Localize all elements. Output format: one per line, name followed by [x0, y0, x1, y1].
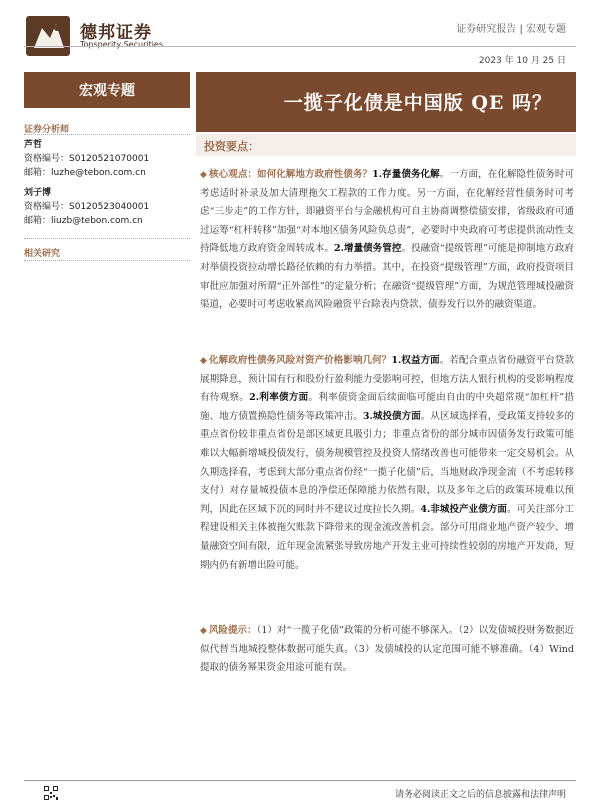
paragraph-text: 。可关注部分工程建设相关主体被拖欠账款下降带来的现金流改善机会。部分可用商业地产资产较少、增量融资空间有限，近年现金流紧张导致房地产开发主业可持续性较弱的房地产开发商，短期内仍有新增出险可能。: [200, 503, 574, 571]
analyst-card: [24, 138, 149, 180]
analyst-heading: 证券分析师: [24, 125, 70, 135]
bold-point: 1.存量债务化解: [372, 169, 440, 180]
analyst-name: 芦哲: [24, 140, 43, 150]
category-label: 宏观专题: [79, 83, 135, 99]
cert-number: S0120521070001: [69, 154, 150, 164]
email-label: 邮箱：: [24, 168, 52, 178]
diamond-bullet-icon: ◆: [200, 626, 207, 636]
report-date: 2023 年 10 月 25 日: [478, 56, 566, 66]
bold-point: 1.权益方面: [391, 355, 440, 366]
analyst-name: 刘子博: [24, 188, 52, 198]
paragraph-text: 。利率债资金面后续面临可能由自由的中央超常规“加杠杆”措施、地方债置换隐性债务等政策冲击。: [200, 392, 574, 422]
analyst-email-link[interactable]: luzhe@tebon.com.cn: [51, 168, 146, 178]
bold-point: 3.城投债方面: [362, 410, 421, 422]
section-heading: 投资要点：: [204, 140, 259, 153]
header-divider: [24, 46, 576, 47]
legal-disclaimer: 请务必阅读正文之后的信息披露和法律声明: [394, 790, 566, 800]
paragraph-lead: 化解政府性债务风险对资产价格影响几何？: [209, 355, 392, 366]
diamond-bullet-icon: ◆: [200, 170, 208, 180]
title-band: [196, 72, 576, 132]
sidebar-divider: [24, 238, 190, 239]
bold-point: 4.非城投产业债方面: [420, 503, 507, 515]
qr-code-icon[interactable]: [44, 786, 58, 800]
analyst-email-link[interactable]: liuzb@tebon.com.cn: [51, 216, 143, 226]
analyst-card: [24, 186, 149, 228]
paragraph-text: 。若配合重点省份融资平台贷款展期降息，预计国有行和股份行盈利能力受影响可控，但地方法人银行机构的受影响程度有待观察。: [200, 355, 575, 404]
paragraph-lead: 核心观点：如何化解地方政府性债务？: [209, 169, 373, 180]
sidebar-divider: [24, 134, 190, 135]
category-box: [24, 72, 190, 108]
cert-label: 资格编号：: [24, 202, 70, 212]
core-view-paragraph: [200, 166, 574, 315]
paragraph-lead: 风险提示：: [208, 625, 257, 636]
email-label: 邮箱：: [24, 216, 52, 226]
company-logo-icon: [24, 14, 72, 58]
cert-label: 资格编号：: [24, 154, 70, 164]
sidebar-divider: [24, 260, 190, 261]
diamond-bullet-icon: ◆: [200, 356, 208, 366]
cert-number: S0120523040001: [69, 202, 150, 212]
report-title: 一揽子化债是中国版 QE 吗？: [283, 92, 552, 114]
paragraph-text: 。投融资“提级管理”可能是抑制地方政府对举债投资拉动增长路径依赖的有力举措。其中，在投资“提级管理”方面，政府投资项目审批应加强对所谓“正外部性”的定量分析；在融资“提级管理”方面，为规范管理城投融资渠道，必要时可考虑收紧高风险融资平台除表内贷款、债券发行以外的融资渠道。: [200, 243, 574, 311]
section-heading-bar: [196, 134, 576, 156]
bold-point: 2.增量债务管控: [334, 243, 402, 255]
paragraph-text: 。从区域选择看，受政策支持较多的重点省份较非重点省份是部区域更具吸引力；非重点省份的部分城市因债务发行政策可能难以大幅新增城投债发行，债务规模管控及投资人情绪改善也可能带来一定交易机会。从久期选择看，考虑到大部分重点省份经“一揽子化债”后，当地财政净现金流（不考虑转移支付）对存量城投债本息的净偿还保障能力依然有限，以及多年之后的政策环境难以预判，因此在区域下沉的同时并不建议过度拉长久期。: [200, 410, 574, 515]
report-type: 证券研究报告 | 宏观专题: [456, 24, 566, 35]
bold-point: 2.利率债方面: [249, 392, 309, 404]
related-research-heading: 相关研究: [24, 249, 61, 259]
risk-warning-paragraph: [200, 622, 574, 678]
paragraph-text: （1）对“一揽子化债”政策的分析可能不够深入。（2）以发债城投财务数据近似代替当地城投整体数据可能失真。（3）发债城投的认定范围可能不够准确。（4）Wind 提取的债务幂果资金用途可能有误。: [200, 625, 574, 674]
brand-name: 德邦证券: [80, 23, 152, 43]
brand-english-name: Topsperity Securities: [80, 40, 164, 49]
paragraph-text: 。一方面，在化解隐性债务时可考虑适时补录及加大清理拖欠工程款的工作力度。另一方面，在化解经营性债务时可考虑“三步走”的工作方针，即融资平台与金融机构可自主协商调整偿债安排，省级政府可通过运筹“杠杆转移”加强“对本地区债务风险负总责”，必要时中央政府可考虑提供流动性支持降低地方政府资金周转成本。: [200, 169, 574, 255]
asset-impact-paragraph: [200, 352, 574, 575]
footer-divider: [24, 780, 576, 781]
